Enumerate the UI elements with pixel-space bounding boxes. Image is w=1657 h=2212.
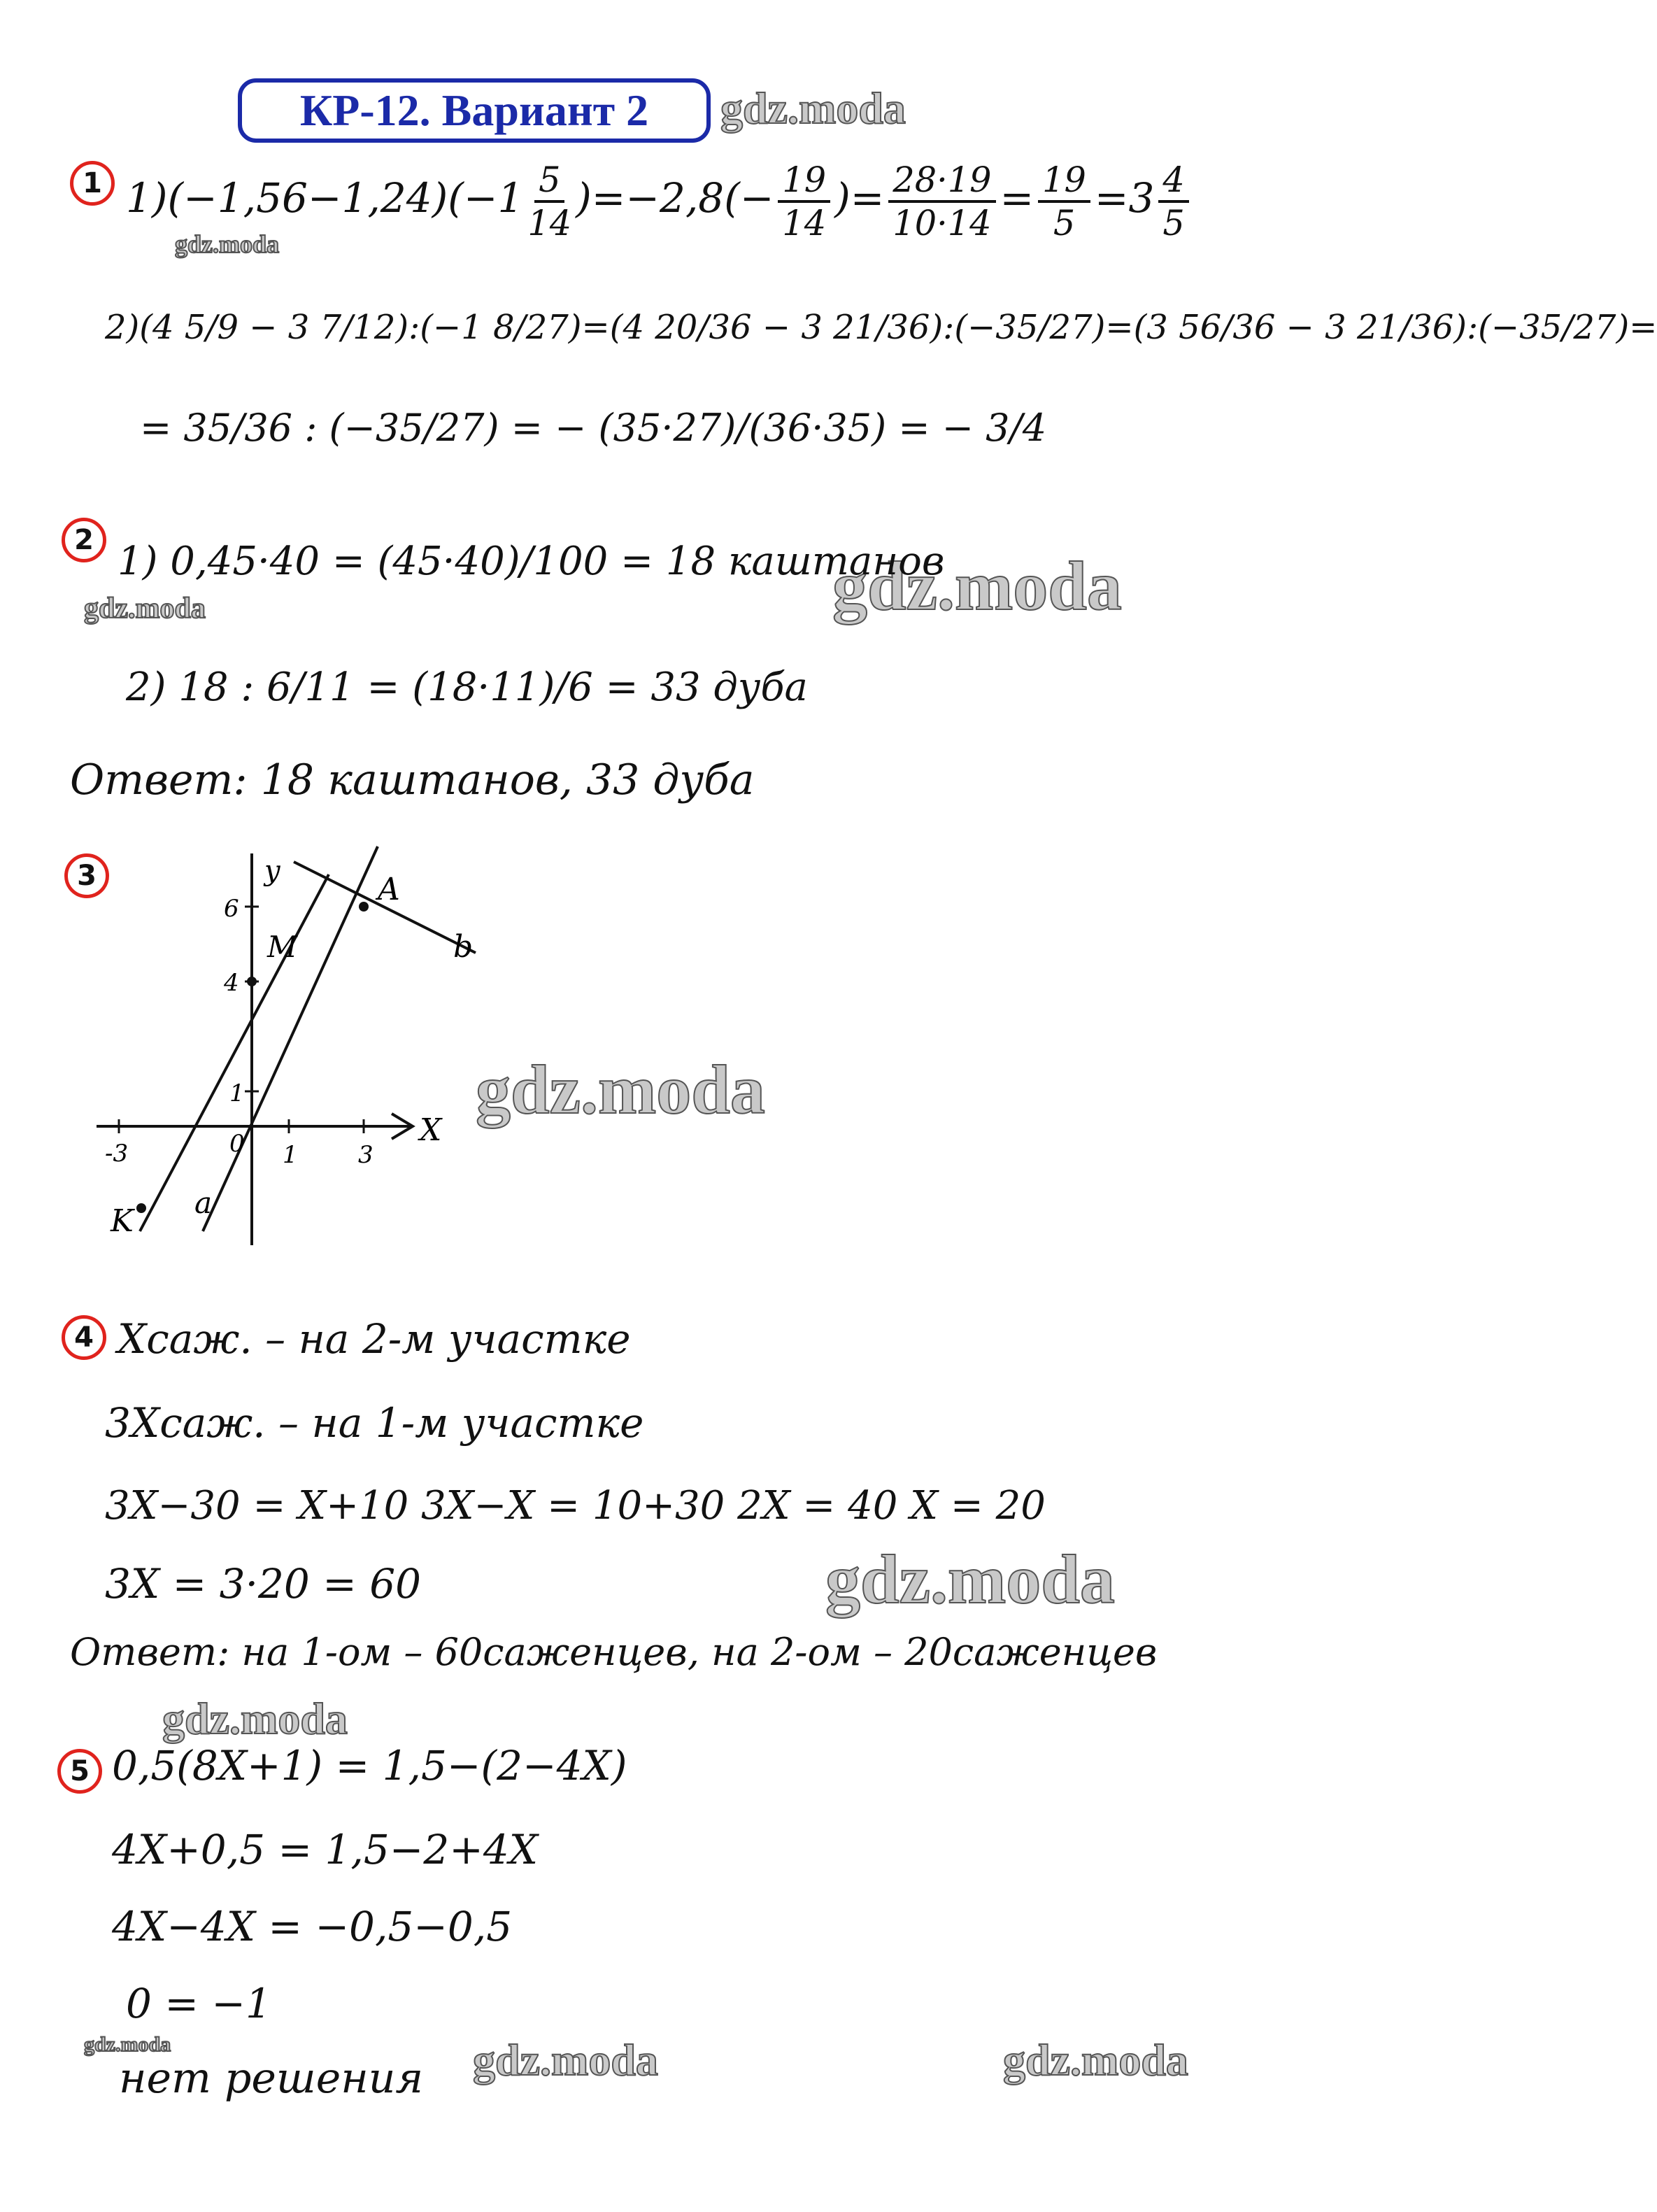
expr-text: =3 <box>1094 174 1155 222</box>
tick-label-x-3: 3 <box>358 1141 374 1169</box>
title-box <box>238 78 711 143</box>
task-number-badge: 2 <box>62 518 106 562</box>
watermark: gdz.moda <box>175 230 280 258</box>
watermark: gdz.moda <box>84 2033 171 2056</box>
task-number-badge: 1 <box>70 161 115 206</box>
expr-text: )=−2,8(− <box>576 174 774 222</box>
label-m-point: M <box>267 930 298 964</box>
watermark: gdz.moda <box>1003 2035 1188 2085</box>
tick-label-x-1: 1 <box>283 1141 298 1169</box>
fraction: $\frac{19}{14}$ <box>778 159 830 243</box>
label-y: y <box>264 855 280 887</box>
point-a <box>359 902 369 912</box>
tick-label-y-1: 1 <box>229 1079 245 1107</box>
point-m <box>247 977 257 986</box>
fraction: $\frac{28\cdot 19}{10\cdot 14}$ <box>888 159 995 243</box>
task2-answer: Ответ: 18 каштанов, 33 дуба <box>70 756 755 804</box>
watermark: gdz.moda <box>473 2035 658 2085</box>
expr-text: 1)(−1,56−1,24)(−1 <box>126 174 524 222</box>
task-number-badge: 5 <box>57 1749 102 1794</box>
task2-line1: 1) 0,45·40 = (45·40)/100 = 18 каштанов <box>118 539 945 584</box>
task4-line1: Xсаж. – на 2-м участке <box>118 1315 631 1363</box>
task5-line5: нет решения <box>119 2054 424 2103</box>
watermark: gdz.moda <box>832 547 1122 625</box>
tick-label-y-6: 6 <box>224 895 239 923</box>
fraction: $\frac{19}{5}$ <box>1038 159 1090 243</box>
task5-line2: 4X+0,5 = 1,5−2+4X <box>112 1826 539 1873</box>
point-k <box>136 1203 146 1213</box>
task4-line2: 3Xсаж. – на 1-м участке <box>105 1399 644 1447</box>
expr-text: = <box>1000 174 1034 222</box>
task5-line4: 0 = −1 <box>126 1980 271 2027</box>
task4-line4: 3X = 3·20 = 60 <box>105 1560 422 1608</box>
tick-label-x-0: 0 <box>229 1130 245 1158</box>
label-x: X <box>420 1112 442 1148</box>
watermark: gdz.moda <box>476 1051 765 1128</box>
watermark: gdz.moda <box>84 593 206 625</box>
task5-line3: 4X−4X = −0,5−0,5 <box>112 1903 513 1950</box>
label-b-line: b <box>453 929 474 965</box>
watermark: gdz.moda <box>825 1540 1115 1618</box>
label-a-line: a <box>194 1186 213 1220</box>
task5-line1: 0,5(8X+1) = 1,5−(2−4X) <box>112 1742 627 1789</box>
task2-line2: 2) 18 : 6/11 = (18·11)/6 = 33 дуба <box>126 665 808 710</box>
label-k-point: K <box>111 1203 134 1239</box>
task1-line2: 2)(4 5/9 − 3 7/12):(−1 8/27)=(4 20/36 − 3 21/36):(−35/27)=(3 56/36 − 3 21/36):(−35/27)= <box>105 308 1657 347</box>
tick-label-x-neg3: -3 <box>105 1140 129 1168</box>
page-title: КР-12. Вариант 2 <box>299 85 649 135</box>
watermark: gdz.moda <box>720 83 906 133</box>
task1-line1 <box>126 159 1193 243</box>
task-number-badge: 4 <box>62 1315 106 1360</box>
tick-label-y-4: 4 <box>224 969 239 997</box>
watermark: gdz.moda <box>162 1694 348 1743</box>
line-through-m-k <box>140 874 329 1231</box>
coordinate-graph <box>84 839 532 1259</box>
fraction: $\frac{5}{14}$ <box>527 159 572 243</box>
expr-text: )= <box>834 174 885 222</box>
task-number-badge: 3 <box>64 853 109 898</box>
task4-answer: Ответ: на 1-ом – 60саженцев, на 2-ом – 20саженцев <box>70 1630 1158 1674</box>
task4-line3: 3X−30 = X+10 3X−X = 10+30 2X = 40 X = 20 <box>105 1483 1046 1529</box>
fraction: $\frac{4}{5}$ <box>1158 159 1188 243</box>
task1-line3: = 35/36 : (−35/27) = − (35·27)/(36·35) = − 3/4 <box>140 406 1047 450</box>
label-a-point: A <box>378 872 400 907</box>
